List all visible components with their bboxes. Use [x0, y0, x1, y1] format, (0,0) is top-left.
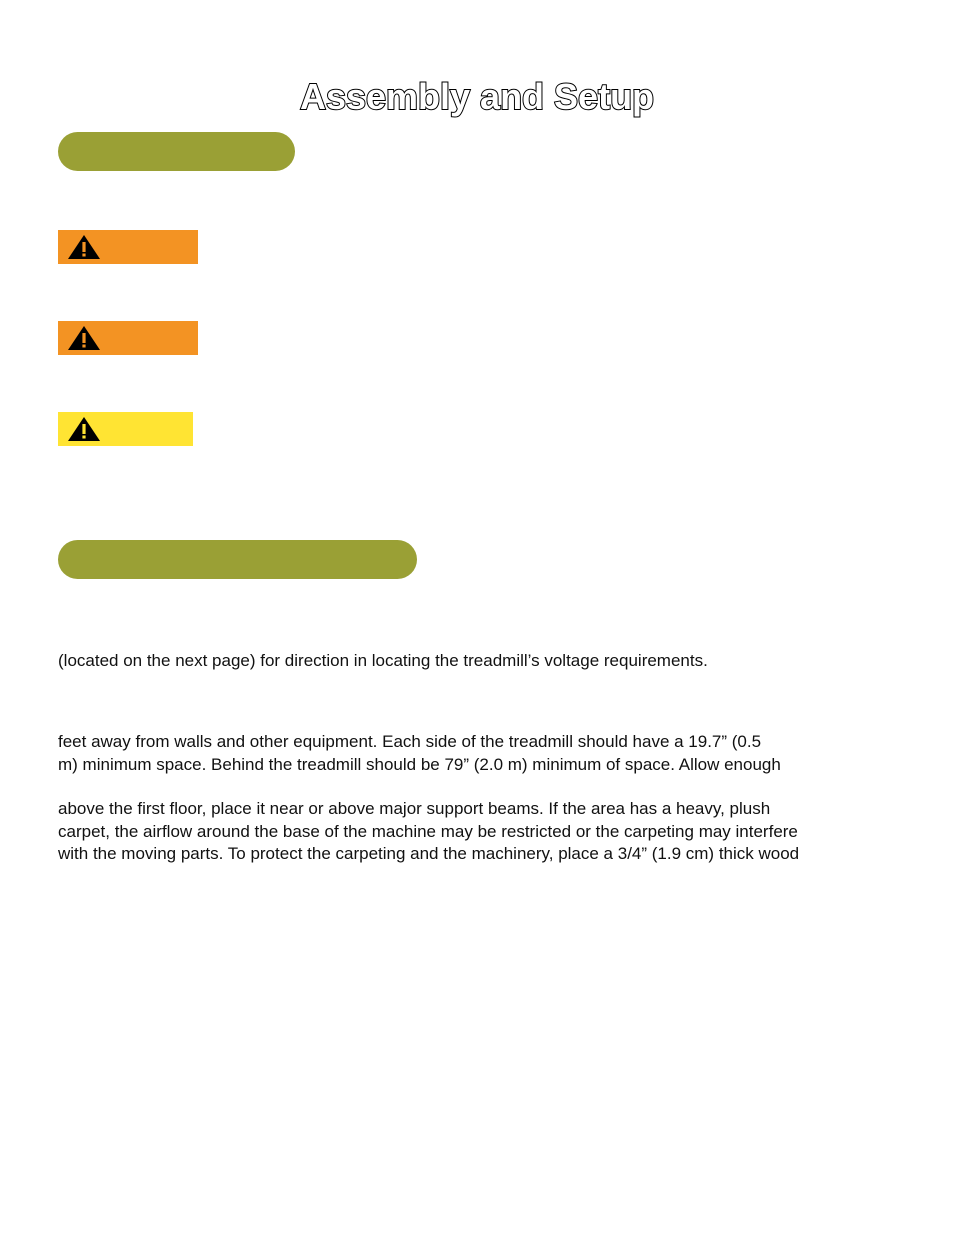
body-text-line: with the moving parts. To protect the carpeting and the machinery, place a 3/4” (1.9 cm) thick wood	[58, 844, 800, 863]
body-text-line: carpet, the airflow around the base of the machine may be restricted or the carpeting may interfere	[58, 822, 798, 841]
exclamation-triangle-icon	[66, 233, 102, 261]
section-header-bar	[58, 132, 295, 171]
body-text-line: (located on the next page) for direction in locating the treadmill’s voltage requirements.	[58, 651, 708, 670]
exclamation-triangle-icon	[66, 415, 102, 443]
warning-label	[58, 230, 198, 264]
section-header-bar	[58, 540, 417, 579]
body-text-line: feet away from walls and other equipment. Each side of the treadmill should have a 19.7” (0.5	[58, 732, 762, 751]
body-text-line: above the first floor, place it near or above major support beams. If the area has a heavy, plush	[58, 799, 771, 818]
exclamation-triangle-icon	[66, 324, 102, 352]
page-title: Assembly and Setup	[299, 76, 655, 118]
body-text-line: m) minimum space. Behind the treadmill should be 79” (2.0 m) minimum of space. Allow enough	[58, 755, 781, 774]
warning-label	[58, 321, 198, 355]
caution-label	[58, 412, 193, 446]
